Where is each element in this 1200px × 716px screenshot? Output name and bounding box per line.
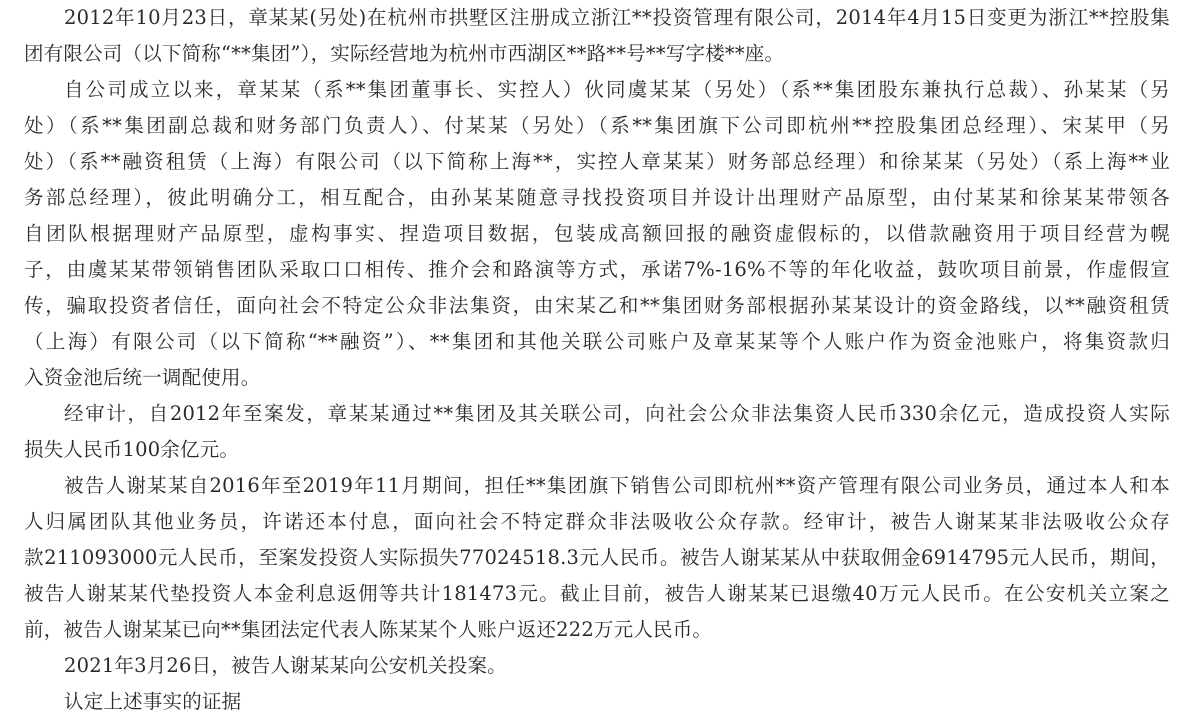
text-line: 传，骗取投资者信任，面向社会不特定公众非法集资，由宋某乙和**集团财务部根据孙某某设计的资金路线，以**融资租赁 <box>24 294 1170 317</box>
text-line: 经审计，自2012年至案发，章某某通过**集团及其关联公司，向社会公众非法集资人民币330余亿元，造成投资人实际 <box>64 402 1170 425</box>
text-line: 子，由虞某某带领销售团队采取口口相传、推介会和路演等方式，承诺7%-16%不等的年化收益，鼓吹项目前景，作虚假宣 <box>24 258 1170 281</box>
text-line: 处）（系**融资租赁（上海）有限公司（以下简称上海**，实控人章某某）财务部总经理）和徐某某（另处）（系上海**业 <box>24 150 1170 173</box>
text-line: 自团队根据理财产品原型，虚构事实、捏造项目数据，包装成高额回报的融资虚假标的，以借款融资用于项目经营为幌 <box>24 222 1170 245</box>
text-line: 2012年10月23日，章某某(另处)在杭州市拱墅区注册成立浙江**投资管理有限公司，2014年4月15日变更为浙江**控股集 <box>64 6 1170 29</box>
text-line: 被告人谢某某自2016年至2019年11月期间，担任**集团旗下销售公司即杭州**资产管理有限公司业务员，通过本人和本 <box>64 474 1170 497</box>
text-line: 认定上述事实的证据 <box>64 690 242 713</box>
text-line: 自公司成立以来，章某某（系**集团董事长、实控人）伙同虞某某（另处）（系**集团股东兼执行总裁）、孙某某（另 <box>64 78 1170 101</box>
text-line: 入资金池后统一调配使用。 <box>24 366 261 389</box>
text-line: （上海）有限公司（以下简称“**融资”）、**集团和其他关联公司账户及章某某等个人账户作为资金池账户，将集资款归 <box>24 330 1170 353</box>
text-line: 2021年3月26日，被告人谢某某向公安机关投案。 <box>64 654 507 677</box>
text-line: 损失人民币100余亿元。 <box>24 438 240 461</box>
text-line: 处）（系**集团副总裁和财务部门负责人）、付某某（另处）（系**集团旗下公司即杭州**控股集团总经理）、宋某甲（另 <box>24 114 1170 137</box>
document-body <box>24 0 1170 713</box>
text-line: 款211093000元人民币，至案发投资人实际损失77024518.3元人民币。被告人谢某某从中获取佣金6914795元人民币，期间， <box>24 546 1170 569</box>
text-line: 团有限公司（以下简称“**集团”），实际经营地为杭州市西湖区**路**号**写字楼**座。 <box>24 42 785 65</box>
text-line: 务部总经理），彼此明确分工，相互配合，由孙某某随意寻找投资项目并设计出理财产品原型，由付某某和徐某某带领各 <box>24 186 1170 209</box>
text-line: 被告人谢某某代垫投资人本金利息返佣等共计181473元。截止目前，被告人谢某某已退缴40万元人民币。在公安机关立案之 <box>24 582 1170 605</box>
text-line: 人归属团队其他业务员，许诺还本付息，面向社会不特定群众非法吸收公众存款。经审计，被告人谢某某非法吸收公众存 <box>24 510 1170 533</box>
text-line: 前，被告人谢某某已向**集团法定代表人陈某某个人账户返还222万元人民币。 <box>24 618 713 641</box>
